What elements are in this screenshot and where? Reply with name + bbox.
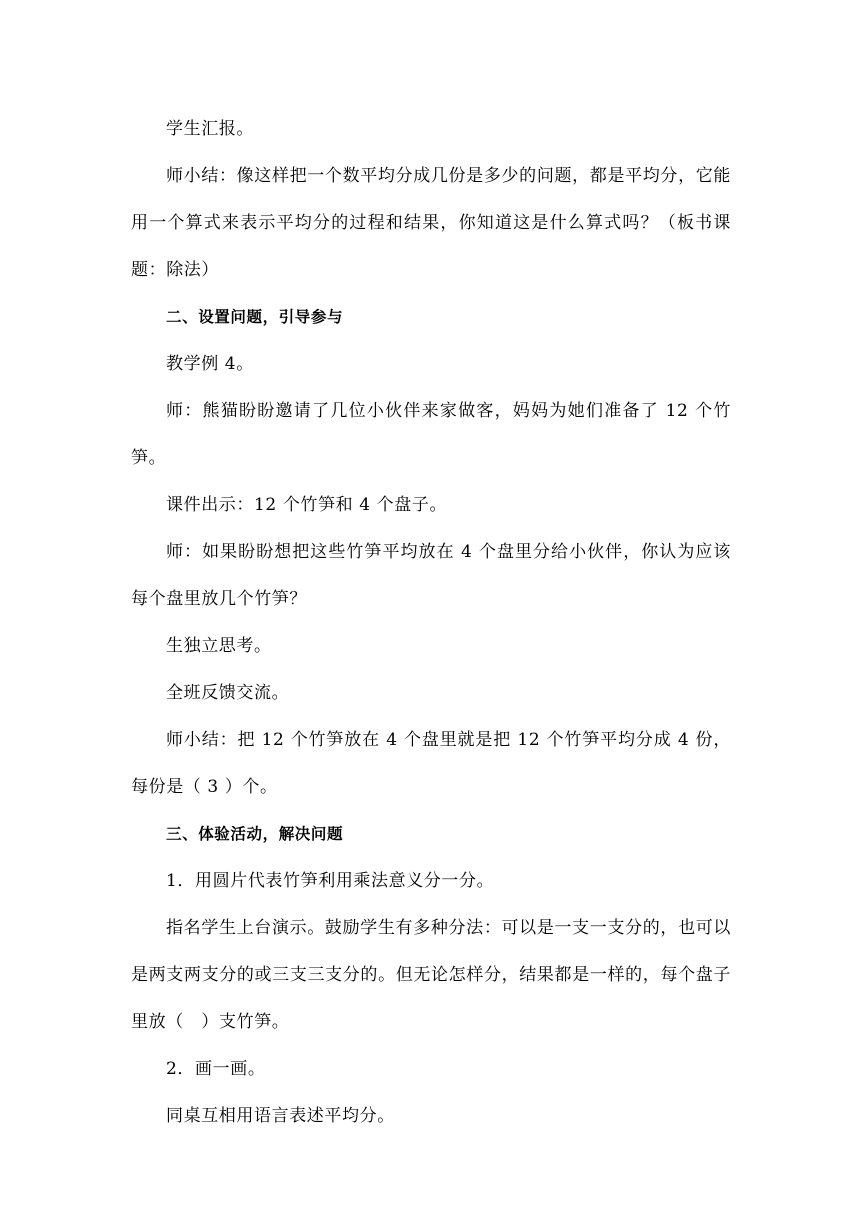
paragraph-independent-thinking: 生独立思考。: [166, 636, 272, 656]
paragraph-courseware-display: 课件出示：12 个竹笋和 4 个盘子。: [166, 495, 448, 515]
document-body: [131, 106, 731, 1140]
section-heading-3: 三、体验活动，解决问题: [166, 825, 344, 843]
paragraph-panda-story: 师：熊猫盼盼邀请了几位小伙伴来家做客，妈妈为她们准备了 12 个竹笋。: [131, 401, 731, 468]
paragraph-step-1: 1．用圆片代表竹笋利用乘法意义分一分。: [166, 871, 495, 891]
paragraph-student-report: 学生汇报。: [166, 119, 254, 139]
paragraph-step-2: 2．画一画。: [166, 1059, 266, 1079]
section-heading-2: 二、设置问题，引导参与: [166, 308, 344, 326]
paragraph-demonstration: 指名学生上台演示。鼓励学生有多种分法：可以是一支一支分的，也可以是两支两支分的或三支三支分的。但无论怎样分，结果都是一样的，每个盘子里放（ ）支竹笋。: [131, 918, 731, 1032]
paragraph-teacher-summary-division: 师小结：像这样把一个数平均分成几份是多少的问题，都是平均分，它能用一个算式来表示平均分的过程和结果，你知道这是什么算式吗？（板书课题：除法）: [131, 166, 731, 280]
paragraph-question-plates: 师：如果盼盼想把这些竹笋平均放在 4 个盘里分给小伙伴，你认为应该每个盘里放几个竹笋？: [131, 542, 731, 609]
paragraph-example-4: 教学例 4。: [166, 354, 254, 374]
paragraph-class-feedback: 全班反馈交流。: [166, 683, 290, 703]
paragraph-pair-describe: 同桌互相用语言表述平均分。: [166, 1106, 395, 1126]
paragraph-teacher-summary-share: 师小结：把 12 个竹笋放在 4 个盘里就是把 12 个竹笋平均分成 4 份，每份是（ 3 ）个。: [131, 730, 731, 797]
